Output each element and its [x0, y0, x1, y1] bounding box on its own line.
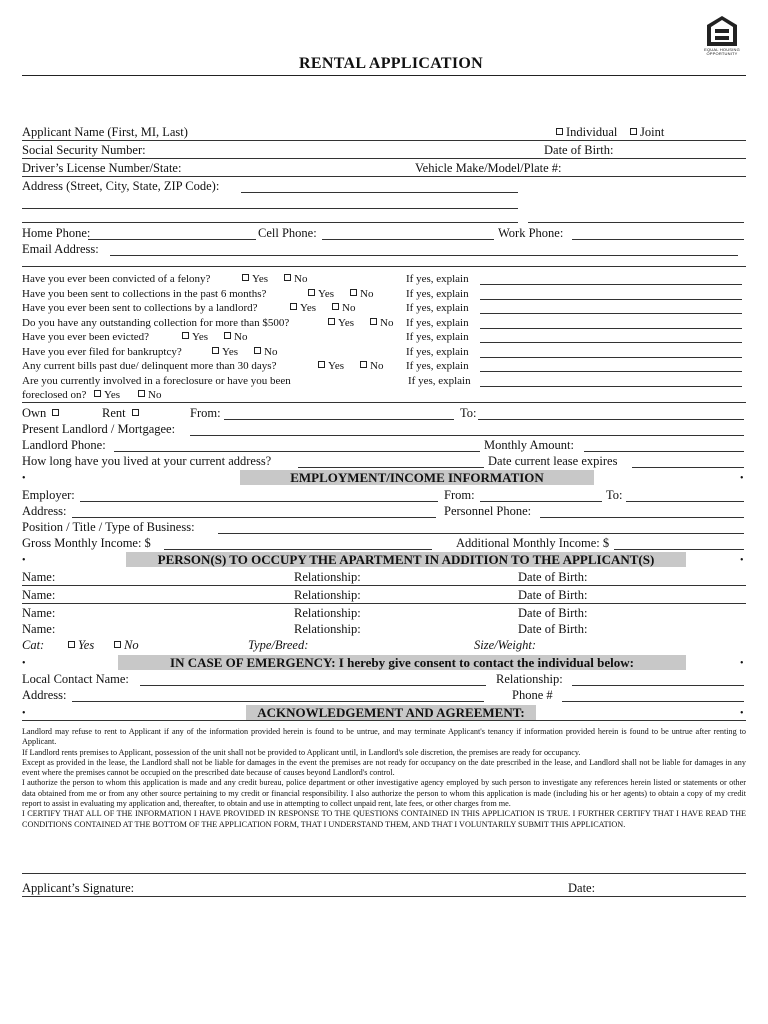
agreement-text	[22, 727, 746, 830]
question-evicted: Have you ever been evicted? Yes No If yes, explain	[22, 330, 746, 344]
joint-checkbox[interactable]	[630, 128, 637, 135]
individual-checkbox[interactable]	[556, 128, 563, 135]
question-landlord-collections: Have you ever been sent to collections by a landlord? Yes No If yes, explain	[22, 301, 746, 315]
signature-label: Applicant’s Signature:	[22, 881, 135, 895]
personnel-phone-field[interactable]	[540, 517, 744, 518]
equal-housing-house-icon	[705, 14, 739, 48]
employment-from-label: From:	[444, 488, 475, 502]
personnel-phone-label: Personnel Phone:	[444, 504, 532, 518]
bankruptcy-yes[interactable]: Yes	[208, 345, 238, 359]
evicted-explain-field[interactable]	[480, 330, 742, 343]
question-foreclosure-cont: foreclosed on? Yes No	[22, 389, 162, 401]
cat-no[interactable]: No	[110, 637, 139, 653]
felony-yes[interactable]: Yes	[238, 272, 268, 286]
bankruptcy-explain-field[interactable]	[480, 345, 742, 358]
question-felony: Have you ever been convicted of a felony? Yes No If yes, explain	[22, 272, 746, 286]
employment-from-field[interactable]	[480, 501, 602, 502]
dob-label: Date of Birth:	[544, 143, 614, 157]
title-rule	[22, 75, 746, 76]
to-label: To:	[460, 406, 477, 420]
cell-phone-field[interactable]	[322, 239, 494, 240]
emergency-header: • IN CASE OF EMERGENCY: I hereby give consent to contact the individual below: •	[22, 655, 744, 670]
felony-no[interactable]: No	[280, 272, 307, 286]
additional-income-label: Additional Monthly Income: $	[456, 536, 610, 550]
question-outstanding-collection: Do you have any outstanding collection for more than $500? Yes No If yes, explain	[22, 316, 746, 330]
landlord-collections-explain-field[interactable]	[480, 301, 742, 314]
work-phone-field[interactable]	[572, 239, 744, 240]
gross-income-field[interactable]	[164, 549, 432, 550]
occupant-row-1[interactable]: Name: Relationship: Date of Birth:	[22, 569, 746, 586]
residence-to-field[interactable]	[478, 419, 744, 420]
cell-phone-label: Cell Phone:	[258, 226, 317, 240]
landlord-field[interactable]	[190, 435, 744, 436]
lease-expires-label: Date current lease expires	[488, 454, 618, 468]
how-long-field[interactable]	[298, 467, 484, 468]
license-row[interactable]	[22, 160, 746, 177]
position-field[interactable]	[218, 533, 744, 534]
size-weight-label: Size/Weight:	[474, 638, 537, 652]
collections-no[interactable]: No	[346, 287, 373, 301]
agreement-paragraph-5: I CERTIFY THAT ALL OF THE INFORMATION I HAVE PROVIDED IN RESPONSE TO THE QUESTIONS CONTAINED IN THIS APPLICATION IS TRUE. I FURTHER CERTIFY THAT I HAVE READ THE CONDITIONS CONTAINED AT THE BOTTOM OF THE APPLICATION FORM, THAT I UNDERSTAND THEM, AND THAT I VOLUNTARILY SUBMIT THIS APPLICATION.	[22, 809, 746, 829]
monthly-amount-label: Monthly Amount:	[484, 438, 574, 452]
cat-label: Cat:	[22, 638, 45, 652]
gross-income-label: Gross Monthly Income: $	[22, 536, 151, 550]
from-label: From:	[190, 406, 221, 420]
outstanding-no[interactable]: No	[366, 316, 393, 330]
landlord-phone-field[interactable]	[114, 451, 480, 452]
ssn-row[interactable]	[22, 142, 746, 159]
landlord-collections-no[interactable]: No	[328, 301, 355, 315]
rent-option[interactable]: Rent	[102, 405, 142, 421]
applicant-name-label: Applicant Name (First, MI, Last)	[22, 125, 188, 139]
work-phone-label: Work Phone:	[498, 226, 564, 240]
address-line-1[interactable]	[241, 192, 518, 193]
local-contact-label: Local Contact Name:	[22, 672, 129, 686]
occupant-row-4[interactable]: Name: Relationship: Date of Birth:	[22, 622, 588, 636]
type-breed-label: Type/Breed:	[248, 638, 309, 652]
occupant-row-3[interactable]: Name: Relationship: Date of Birth:	[22, 606, 588, 620]
occupant-row-2[interactable]: Name: Relationship: Date of Birth:	[22, 587, 746, 604]
email-field[interactable]	[110, 255, 738, 256]
form-title: RENTAL APPLICATION	[299, 55, 483, 72]
section-divider-2	[22, 402, 746, 403]
question-collections-6mo: Have you been sent to collections in the past 6 months? Yes No If yes, explain	[22, 287, 746, 301]
own-option[interactable]: Own	[22, 405, 62, 421]
address-label: Address (Street, City, State, ZIP Code):	[22, 179, 220, 193]
emergency-address-field[interactable]	[72, 701, 484, 702]
logo-caption: EQUAL HOUSING OPPORTUNITY	[704, 47, 740, 56]
position-label: Position / Title / Type of Business:	[22, 520, 195, 534]
address-line-4[interactable]	[528, 222, 744, 223]
ssn-label: Social Security Number:	[22, 143, 146, 157]
question-bankruptcy: Have you ever filed for bankruptcy? Yes No If yes, explain	[22, 345, 746, 359]
employer-address-field[interactable]	[72, 517, 436, 518]
email-label: Email Address:	[22, 242, 99, 256]
signature-row[interactable]	[22, 880, 746, 897]
how-long-label: How long have you lived at your current address?	[22, 454, 272, 468]
foreclosure-explain-field[interactable]	[480, 374, 742, 387]
employment-to-label: To:	[606, 488, 623, 502]
felony-explain-field[interactable]	[480, 272, 742, 285]
past-due-explain-field[interactable]	[480, 359, 742, 372]
address-line-3[interactable]	[22, 222, 518, 223]
evicted-yes[interactable]: Yes	[178, 330, 208, 344]
pet-row	[22, 637, 746, 653]
local-contact-field[interactable]	[140, 685, 486, 686]
foreclosure-yes[interactable]: Yes	[90, 388, 120, 402]
emergency-phone-label: Phone #	[512, 688, 553, 702]
foreclosure-no[interactable]: No	[134, 388, 161, 402]
occupants-header: • PERSON(S) TO OCCUPY THE APARTMENT IN ADDITION TO THE APPLICANT(S) •	[22, 552, 744, 567]
emergency-phone-field[interactable]	[562, 701, 744, 702]
additional-income-field[interactable]	[614, 549, 744, 550]
lease-expires-field[interactable]	[632, 467, 744, 468]
home-phone-label: Home Phone:	[22, 226, 91, 240]
signature-date-label: Date:	[568, 881, 596, 895]
individual-option[interactable]: Individual	[552, 124, 617, 140]
address-line-2[interactable]	[22, 208, 518, 209]
past-due-no[interactable]: No	[356, 359, 383, 373]
agreement-paragraph-4: I authorize the person to whom this application is made and any credit bureau, police department or other investigative agency employed by such person to investigate any references herein listed or statements or other data obtained from me or from any other source pertaining to my credit or financial responsibility. I also authorize the person to whom this application is made (including his or her agents) to obtain a copy of my credit report to assist in evaluating my application and, thereafter, to obtain and use in attempting to collect unpaid rent, late fees, or other charges from me.	[22, 778, 746, 809]
question-foreclosure: Are you currently involved in a foreclosure or have you been If yes, explain	[22, 374, 746, 388]
collections-explain-field[interactable]	[480, 287, 742, 300]
applicant-name-row	[22, 124, 746, 141]
employment-header: • EMPLOYMENT/INCOME INFORMATION •	[22, 470, 744, 485]
cat-yes[interactable]: Yes	[64, 637, 94, 653]
agreement-rule	[22, 720, 746, 721]
joint-option[interactable]: Joint	[626, 124, 664, 140]
agreement-paragraph-2: If Landlord rents premises to Applicant, possession of the unit shall not be provided to Applicant until, in Landlord's sole discretion, the premises are ready for occupancy.	[22, 747, 581, 757]
signature-top-rule	[22, 873, 746, 874]
outstanding-yes[interactable]: Yes	[324, 316, 354, 330]
landlord-collections-yes[interactable]: Yes	[286, 301, 316, 315]
residence-from-field[interactable]	[224, 419, 454, 420]
landlord-label: Present Landlord / Mortgagee:	[22, 422, 176, 436]
emergency-relationship-field[interactable]	[572, 685, 744, 686]
agreement-paragraph-3: Except as provided in the lease, the Landlord shall not be liable for damages in the event the premises are not ready for occupancy on the date prescribed in the lease, and Landlord shall not be liable for damages in any event where the premises cannot be occupied on the prescribed date because of causes beyond Landlord's control.	[22, 757, 746, 778]
evicted-no[interactable]: No	[220, 330, 247, 344]
home-phone-field[interactable]	[88, 239, 256, 240]
employer-label: Employer:	[22, 488, 75, 502]
employer-field[interactable]	[80, 501, 438, 502]
outstanding-explain-field[interactable]	[480, 316, 742, 329]
employment-to-field[interactable]	[626, 501, 744, 502]
equal-housing-logo	[697, 14, 747, 60]
collections-yes[interactable]: Yes	[304, 287, 334, 301]
question-past-due: Any current bills past due/ delinquent more than 30 days? Yes No If yes, explain	[22, 359, 746, 373]
emergency-address-label: Address:	[22, 688, 67, 702]
monthly-amount-field[interactable]	[584, 451, 744, 452]
agreement-header: • ACKNOWLEDGEMENT AND AGREEMENT: •	[22, 705, 744, 720]
agreement-paragraph-1: Landlord may refuse to rent to Applicant if any of the information provided herein is found to be untrue, and may terminate Applicant's tenancy if information provided herein is found to be untrue after renting to Applicant.	[22, 727, 746, 747]
vehicle-label: Vehicle Make/Model/Plate #:	[415, 161, 562, 175]
landlord-phone-label: Landlord Phone:	[22, 438, 106, 452]
license-label: Driver’s License Number/State:	[22, 161, 182, 175]
employer-address-label: Address:	[22, 504, 67, 518]
past-due-yes[interactable]: Yes	[314, 359, 344, 373]
emergency-relationship-label: Relationship:	[496, 672, 563, 686]
section-divider-1	[22, 266, 746, 267]
bankruptcy-no[interactable]: No	[250, 345, 277, 359]
